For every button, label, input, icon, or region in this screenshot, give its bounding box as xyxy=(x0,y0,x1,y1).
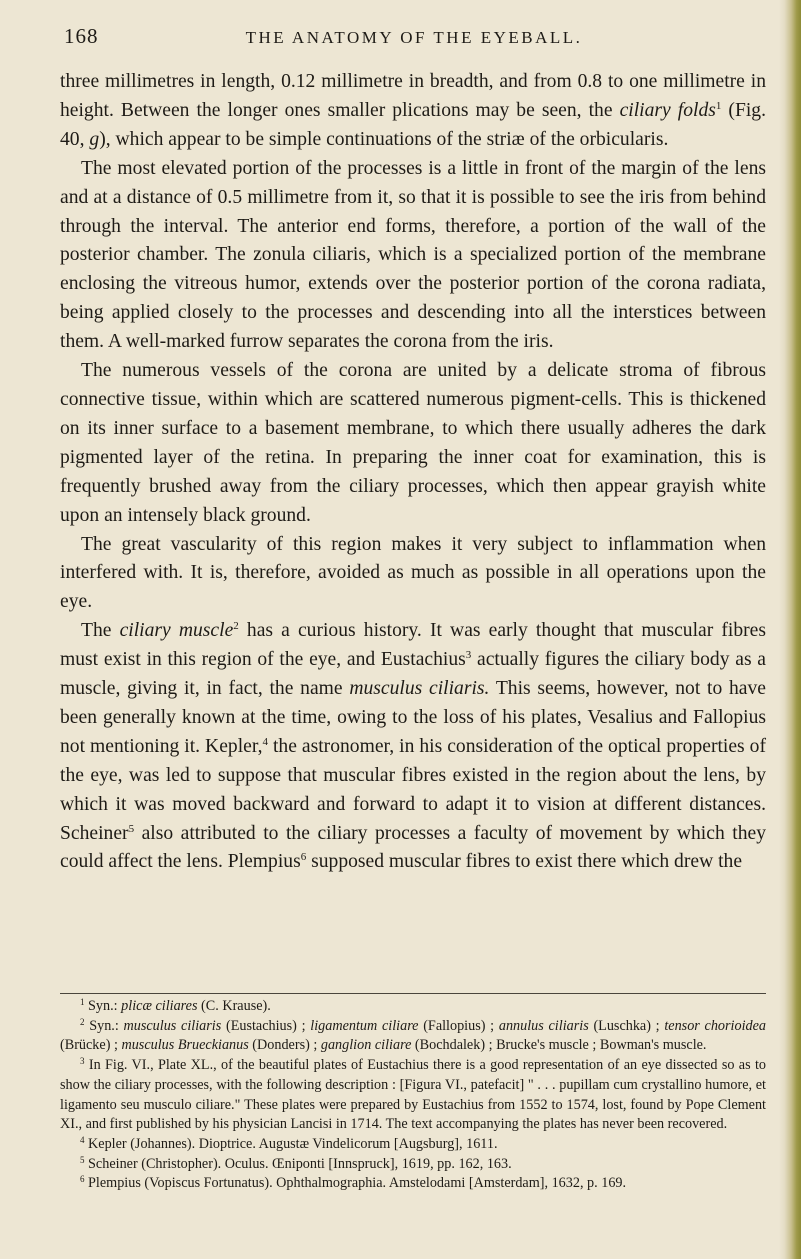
footnotes xyxy=(60,997,766,1194)
page-number: 168 xyxy=(64,24,99,48)
footnote-ref-5: 5 xyxy=(128,822,135,835)
body-text xyxy=(60,68,766,877)
footnote-ref-2: 2 xyxy=(233,620,239,633)
footnote-6: $^6$ Plempius (Vopiscus Fortunatus). Ophthalmographia. Amstelodami [Amsterdam], 1632, p. 169. xyxy=(80,1174,627,1192)
paragraph-2: The most elevated portion of the processes is a little in front of the margin of the lens and at a distance of 0.5 millimetre from it, so that it is possible to see the iris from behind through the interval. The anterior end forms, therefore, a portion of the wall of the posterior chamber. The zonula ciliaris, which is a specialized portion of the membrane enclosing the vitreous humor, extends over the posterior portion of the corona radiata, being applied closely to the processes and descending into all the interstices between them. A well-marked furrow separates the corona from the iris. xyxy=(60,157,766,353)
footnote-5: $^5$ Scheiner (Christopher). Oculus. Œniponti [Innspruck], 1619, pp. 162, 163. xyxy=(80,1154,512,1172)
paragraph-3: The numerous vessels of the corona are united by a delicate stroma of fibrous connective tissue, within which are scattered numerous pigment-cells. This is thickened on its inner surface to a basement membrane, to which there usually adheres the dark pigmented layer of the retina. In preparing the inner coat for examination, this is frequently brushed away from the ciliary processes, which then appear grayish white upon an intensely black ground. xyxy=(60,360,766,526)
footnote-ref-6: 6 xyxy=(300,851,307,864)
page-header xyxy=(64,18,764,58)
page-edge-shadow xyxy=(779,0,801,1259)
paragraph-4: The great vascularity of this region makes it very subject to inflammation when interfered with. It is, therefore, avoided as much as possible in all operations upon the eye. xyxy=(60,533,766,613)
footnote-3: $^3$ In Fig. VI., Plate XL., of the beautiful plates of Eustachius there is a good representation of an eye dissected so as to show the ciliary processes, with the following description : [Figura VI., patefacit] " . . . pupillam cum crystallino humore, et ligamento seu musculo ciliare." These plates were prepared by Eustachius from 1552 to 1574, lost, found by Pope Clement XI., and first published by his physician Lancisi in 1714. The text accompanying the plates has never been recovered. xyxy=(60,1056,766,1133)
footnote-1: $^1$ Syn.: plicæ ciliares (C. Krause). xyxy=(80,997,271,1014)
footnote-4: $^4$ Kepler (Johannes). Dioptrice. Augustæ Vindelicorum [Augsburg], 1611. xyxy=(80,1134,498,1152)
paragraph-5: The ciliary muscle$^2$ has a curious history. It was early thought that muscular fibres must exist in this region of the eye, and Eustachius$^3$ actually figures the ciliary body as a muscle, giving it, in fact, the name musculus ciliaris. This seems, however, not to have been generally known at the time, owing to the loss of his plates, Vesalius and Fallopius not mentioning it. Kepler,$^4$ the astronomer, in his consideration of the optical properties of the eye, was led to suppose that muscular fibres existed in the region about the lens, by which it was moved backward and forward to adapt it to vision at different distances. Scheiner$^5$ also attributed to the ciliary processes a faculty of movement by which they could affect the lens. Plempius$^6$ supposed muscular fibres to exist there which drew the xyxy=(60,620,766,873)
running-title: THE ANATOMY OF THE EYEBALL. xyxy=(245,28,583,47)
footnote-2: $^2$ Syn.: musculus ciliaris (Eustachius) ; ligamentum ciliare (Fallopius) ; annulus ciliaris (Luschka) ; tensor chorioidea (Brücke) ; musculus Brueckianus (Donders) ; ganglion ciliare (Bochdalek) ; Brucke's muscle ; Bowman's muscle. xyxy=(60,1016,766,1054)
footnote-ref-1: 1 xyxy=(715,99,722,112)
footnote-ref-4: 4 xyxy=(262,735,268,748)
footnote-divider xyxy=(60,993,766,994)
paragraph-1: three millimetres in length, 0.12 millimetre in breadth, and from 0.8 to one millimetre in height. Between the longer ones smaller plications may be seen, the ciliary folds$^1$ (Fig. 40, g), which appear to be simple continuations of the striæ of the orbicularis. xyxy=(60,71,766,150)
footnote-ref-3: 3 xyxy=(465,649,472,662)
